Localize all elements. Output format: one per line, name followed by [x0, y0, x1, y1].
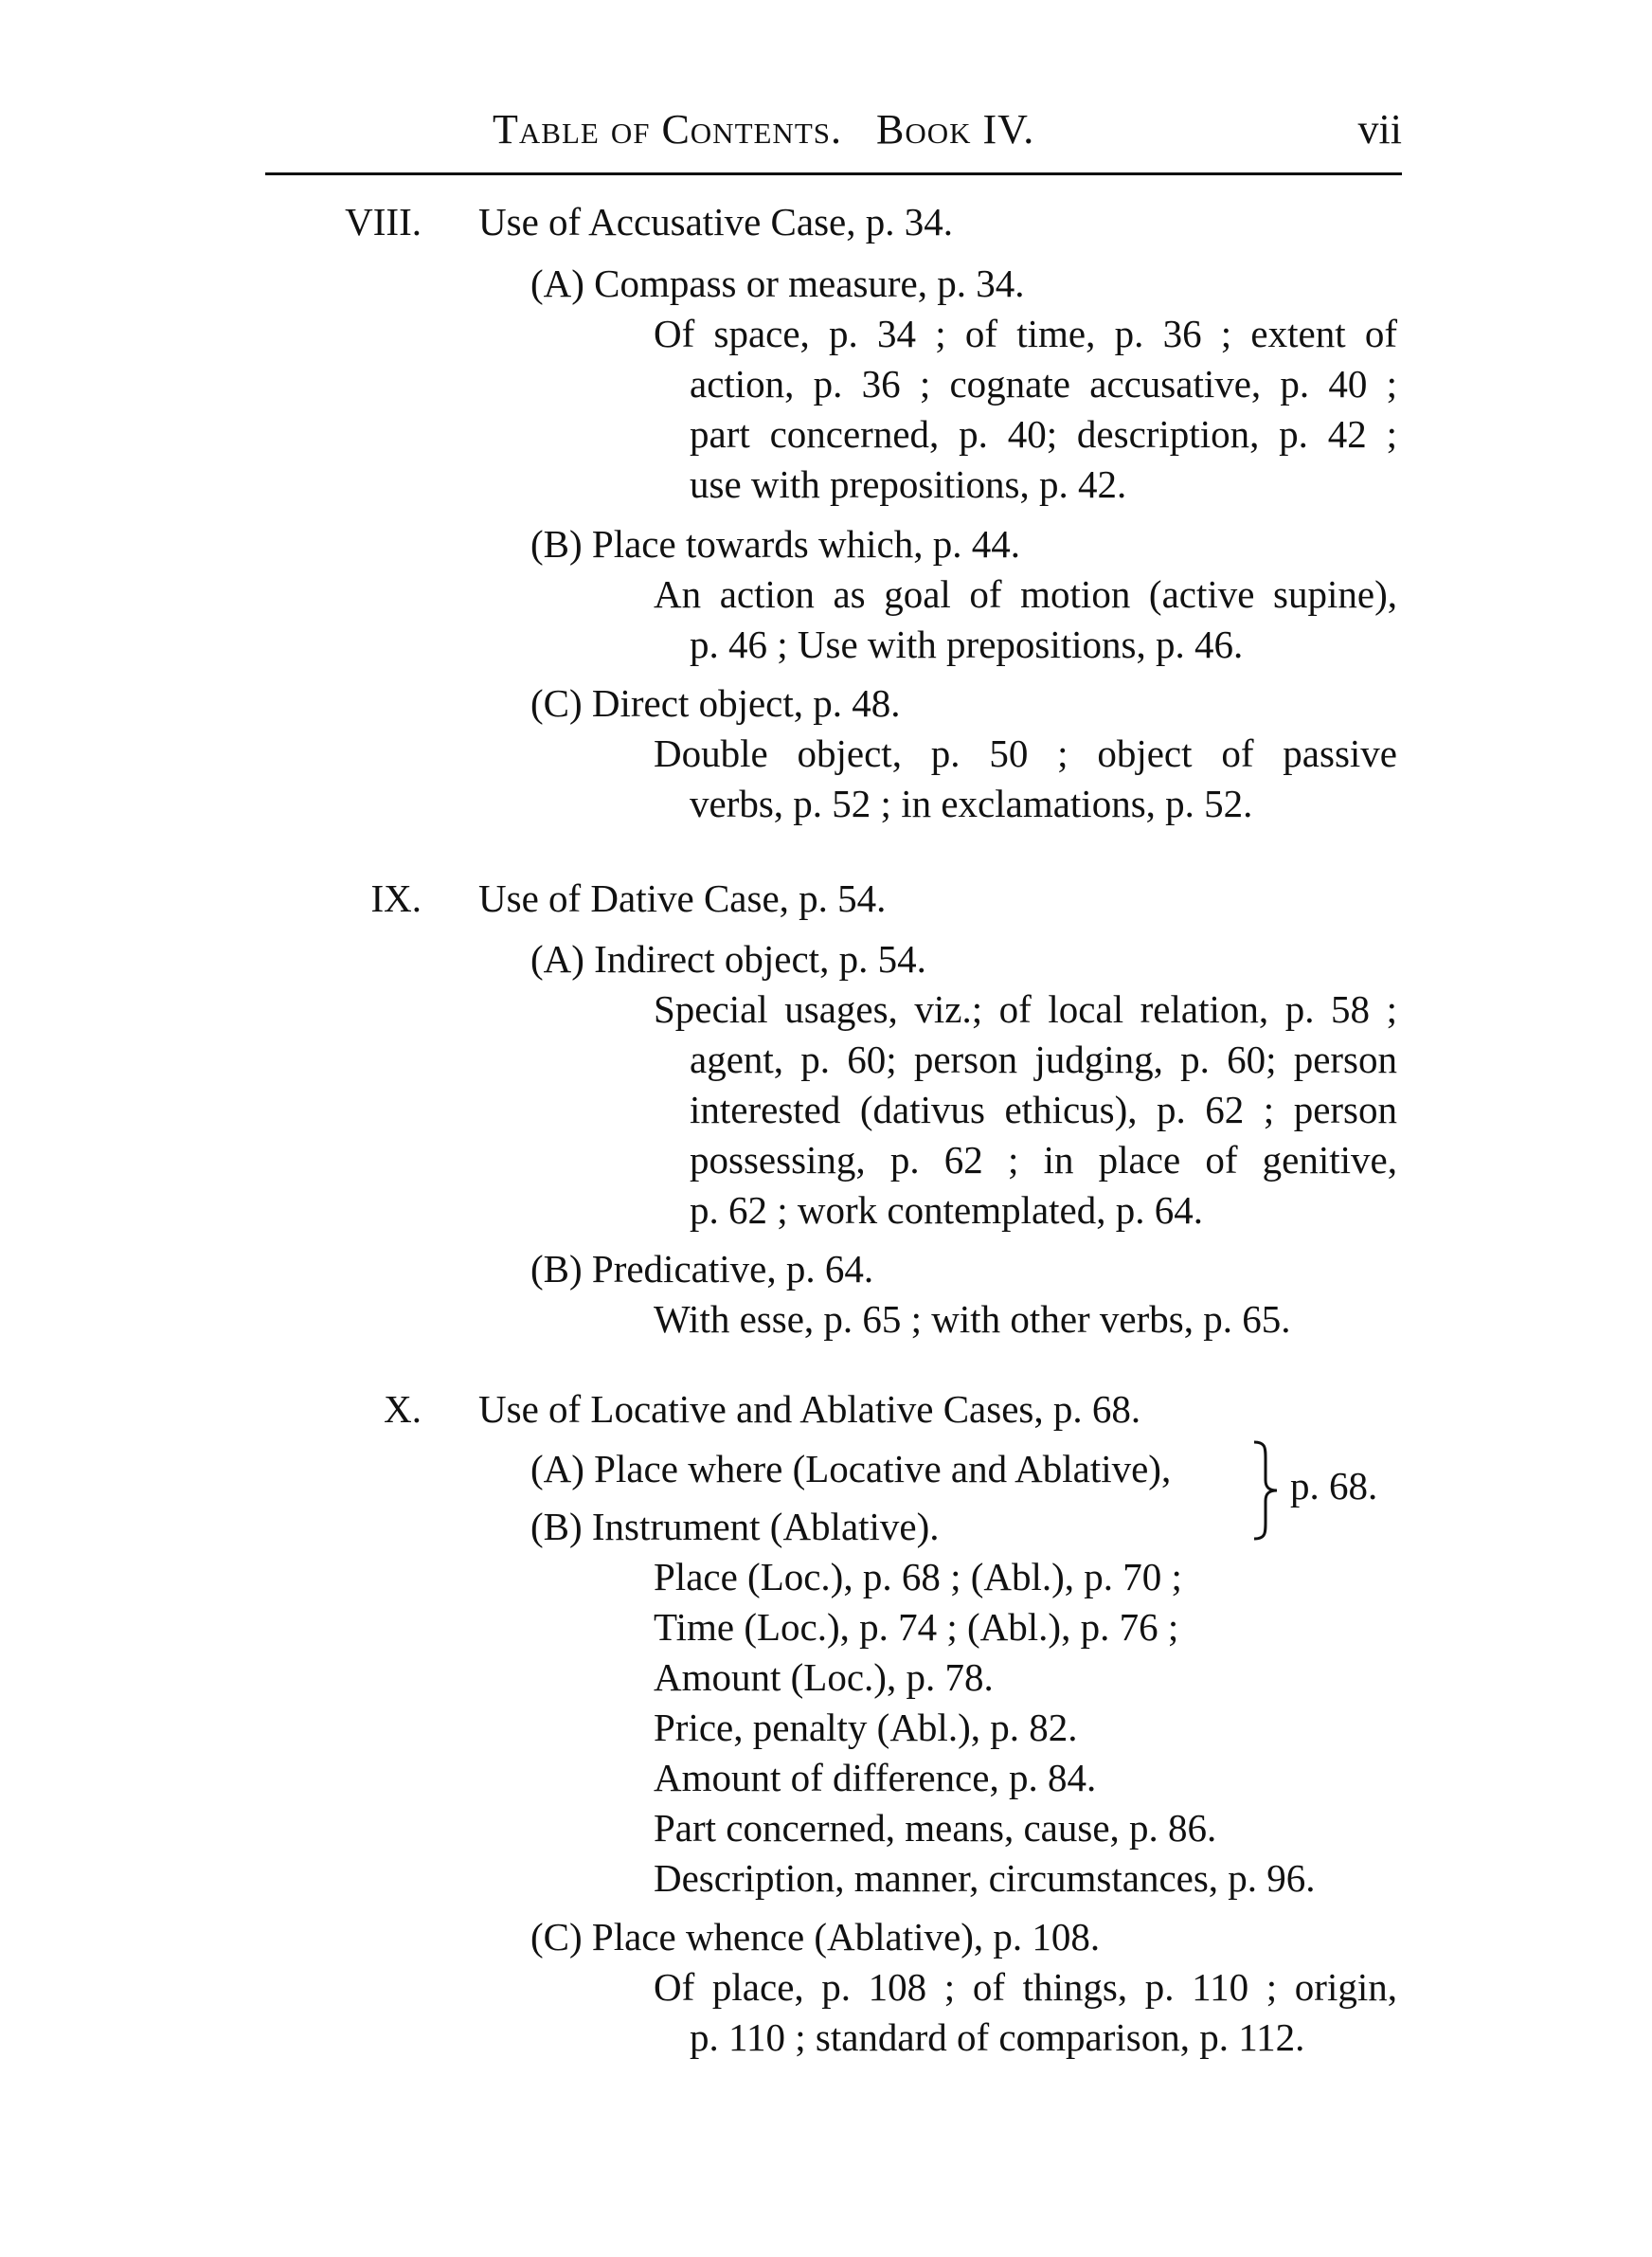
detail-line: With esse, p. 65 ; with other verbs, p. 65. [654, 1297, 1291, 1341]
section-heading: Use of Dative Case, p. 54. [478, 876, 887, 920]
section-number: VIII. [345, 200, 422, 244]
subsection-heading: (A) Indirect object, p. 54. [530, 937, 926, 981]
subsection-heading: (C) Direct object, p. 48. [530, 681, 901, 725]
detail-line: Part concerned, means, cause, p. 86. [654, 1806, 1217, 1850]
detail-line: Amount of difference, p. 84. [654, 1756, 1097, 1799]
detail-line: use with prepositions, p. 42. [690, 462, 1127, 506]
subsection-heading: (A) Compass or measure, p. 34. [530, 262, 1025, 305]
section-number: IX. [370, 876, 422, 920]
detail-line: possessing, p. 62 ; in place of genitive, [690, 1138, 1397, 1182]
running-header [265, 104, 1402, 171]
section-heading: Use of Locative and Ablative Cases, p. 68. [478, 1387, 1141, 1431]
detail-line: interested (dativus ethicus), p. 62 ; person [690, 1088, 1397, 1131]
detail-line: Place (Loc.), p. 68 ; (Abl.), p. 70 ; [654, 1555, 1182, 1598]
subsection-heading: (B) Instrument (Ablative). [530, 1505, 940, 1548]
detail-line: Of space, p. 34 ; of time, p. 36 ; extent of [654, 312, 1397, 355]
detail-line: Time (Loc.), p. 74 ; (Abl.), p. 76 ; [654, 1605, 1179, 1649]
detail-line: p. 46 ; Use with prepositions, p. 46. [690, 623, 1244, 666]
detail-line: Amount (Loc.), p. 78. [654, 1655, 994, 1699]
detail-line: verbs, p. 52 ; in exclamations, p. 52. [690, 782, 1253, 825]
section-number: X. [384, 1387, 422, 1431]
header-rule [265, 172, 1402, 175]
header-title-part1: Table of Contents. [493, 106, 842, 153]
subsection-heading: (A) Place where (Locative and Ablative), [530, 1447, 1172, 1490]
detail-line: Double object, p. 50 ; object of passive [654, 731, 1397, 775]
detail-line: Special usages, viz.; of local relation, p. 58 ; [654, 987, 1397, 1031]
detail-line: action, p. 36 ; cognate accusative, p. 40 ; [690, 362, 1397, 406]
header-title [493, 104, 1034, 154]
detail-line: An action as goal of motion (active supine), [654, 572, 1397, 616]
right-brace-icon [1248, 1438, 1286, 1543]
detail-line: Of place, p. 108 ; of things, p. 110 ; origin, [654, 1965, 1397, 2009]
brace-page-reference: p. 68. [1290, 1464, 1378, 1508]
header-title-part2: Book IV. [876, 106, 1035, 153]
detail-line: Description, manner, circumstances, p. 96. [654, 1856, 1316, 1900]
header-page-number: vii [1357, 106, 1402, 153]
subsection-heading: (B) Predicative, p. 64. [530, 1247, 874, 1291]
detail-line: p. 62 ; work contemplated, p. 64. [690, 1188, 1204, 1232]
detail-line: p. 110 ; standard of comparison, p. 112. [690, 2015, 1305, 2059]
detail-line: agent, p. 60; person judging, p. 60; person [690, 1038, 1397, 1081]
section-heading: Use of Accusative Case, p. 34. [478, 200, 953, 244]
detail-line: Price, penalty (Abl.), p. 82. [654, 1706, 1078, 1749]
subsection-heading: (C) Place whence (Ablative), p. 108. [530, 1915, 1101, 1959]
subsection-heading: (B) Place towards which, p. 44. [530, 522, 1020, 566]
detail-line: part concerned, p. 40; description, p. 42 ; [690, 412, 1397, 456]
